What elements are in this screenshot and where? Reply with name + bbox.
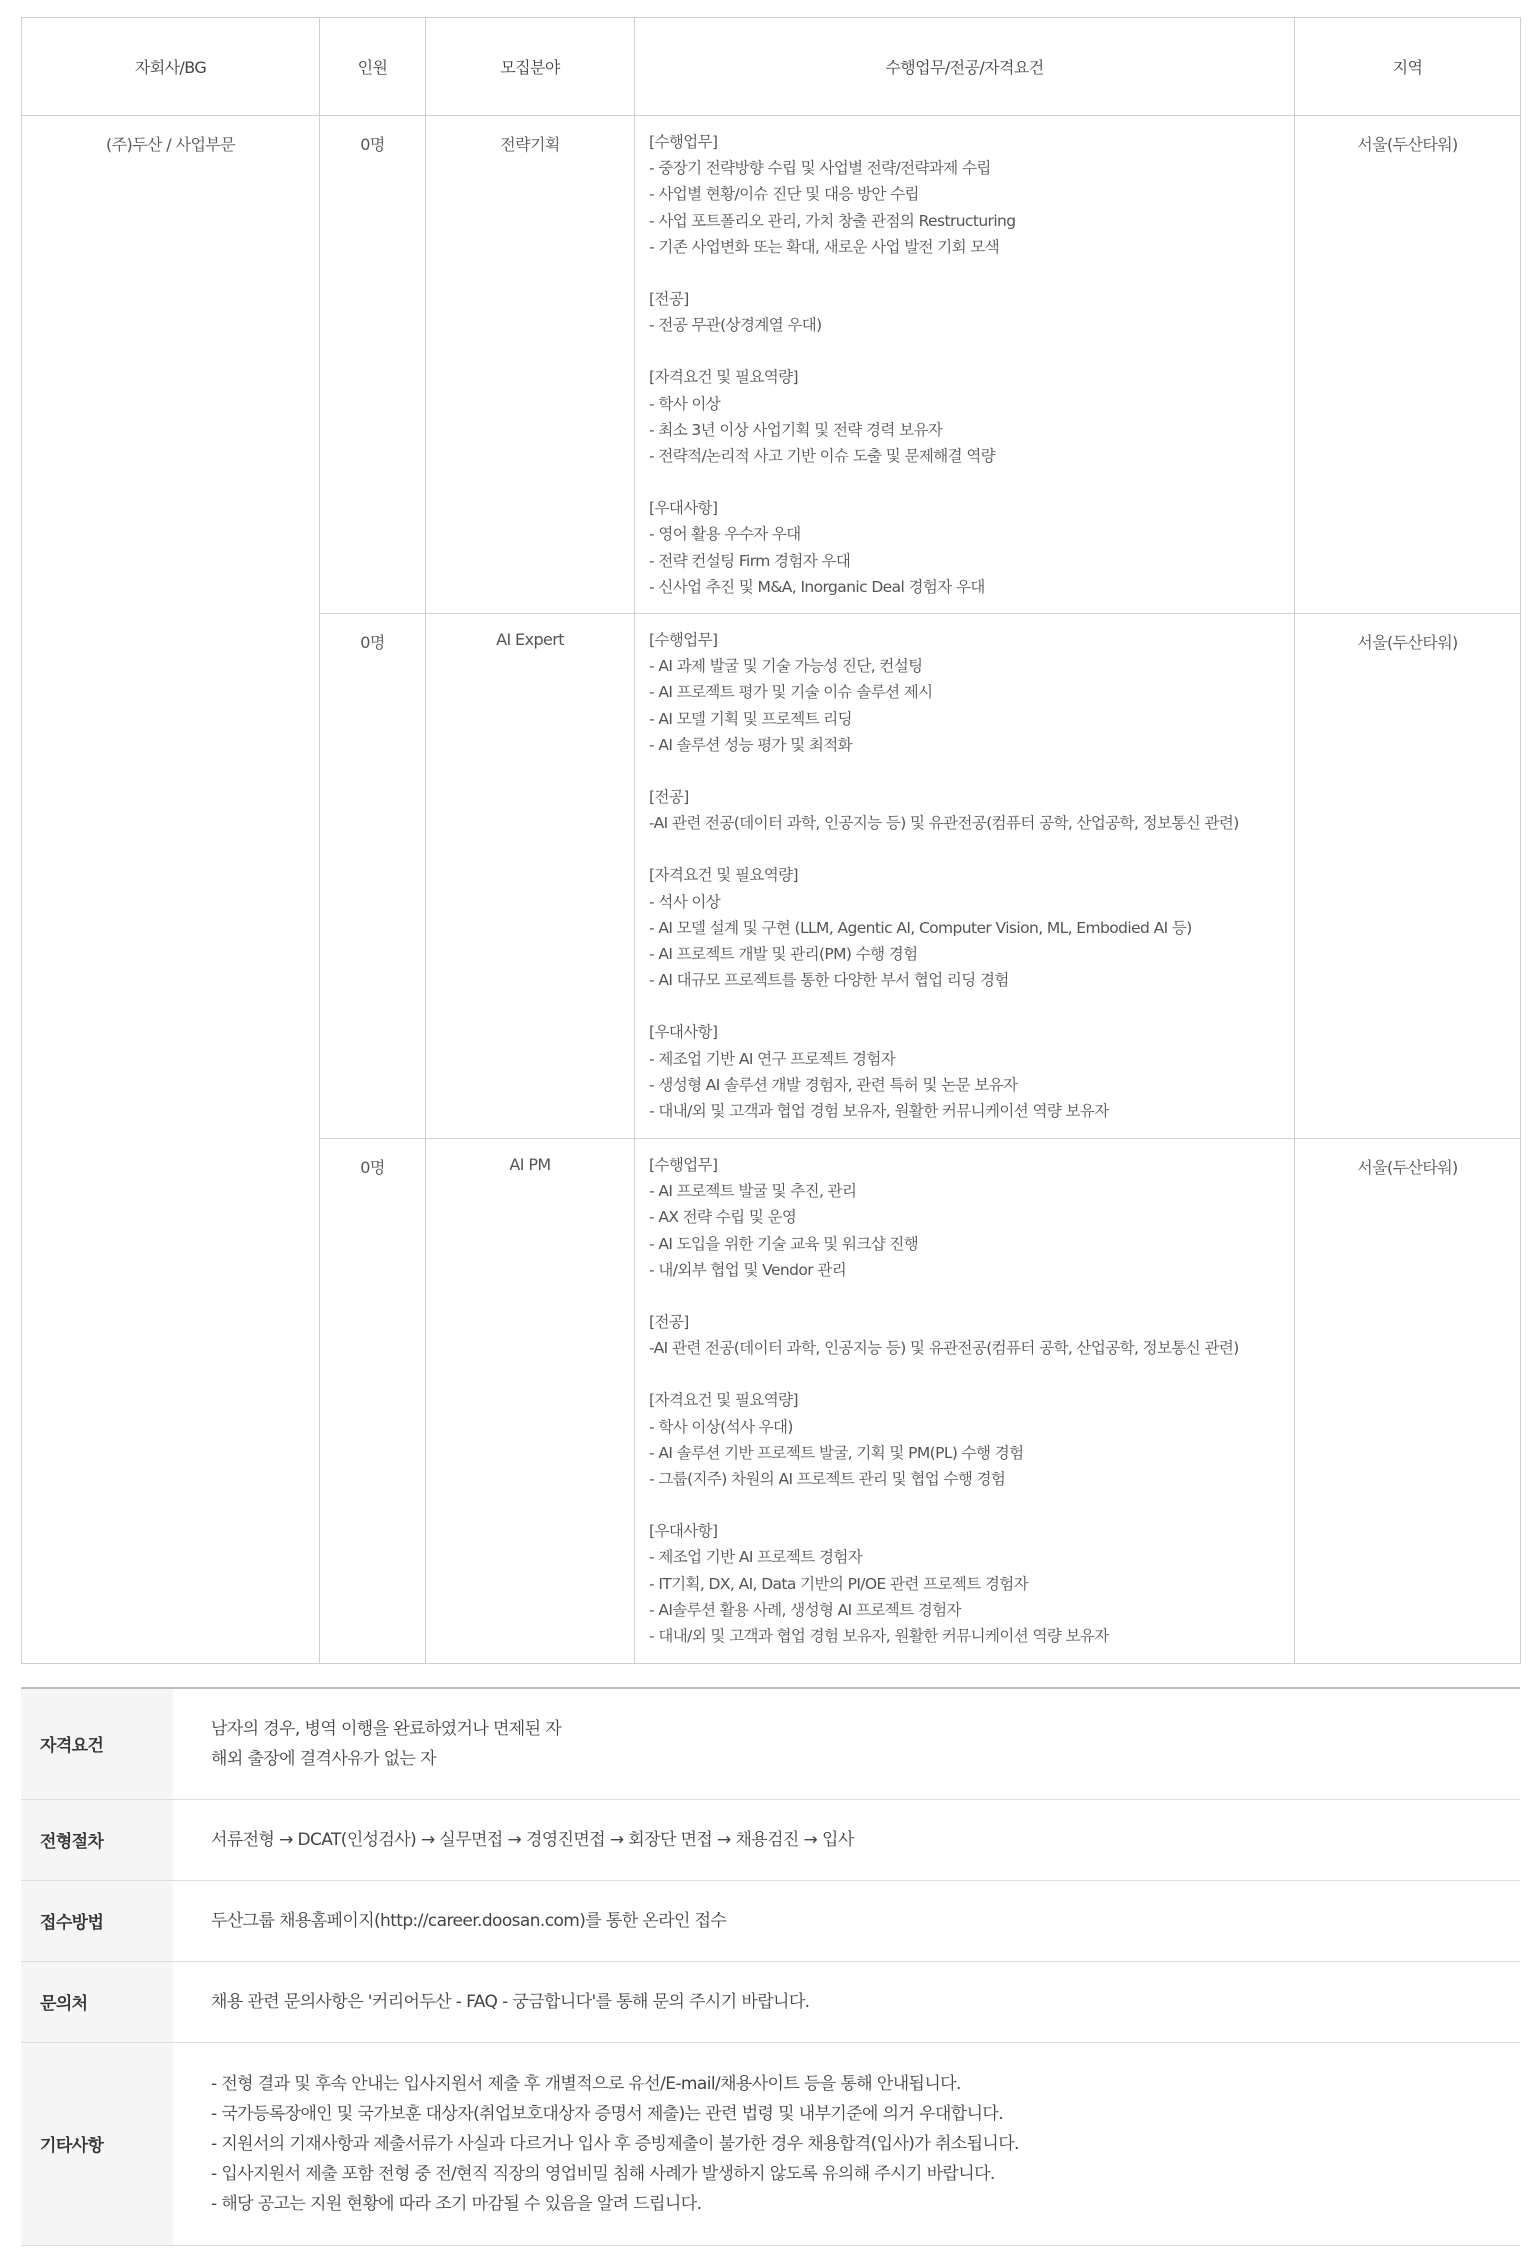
info-label: 문의처 — [21, 1961, 173, 2042]
duty-item: -AI 관련 전공(데이터 과학, 인공지능 등) 및 유관전공(컴퓨터 공학, 산업공학, 정보통신 관련) — [649, 1339, 1239, 1358]
info-label: 접수방법 — [21, 1880, 173, 1961]
duty-item: - 전략적/논리적 사고 기반 이슈 도출 및 문제해결 역량 — [649, 447, 996, 466]
duty-section — [649, 1387, 1284, 1492]
duty-item: - 내/외부 협업 및 Vendor 관리 — [649, 1260, 847, 1279]
duty-section — [649, 286, 1284, 338]
duty-item: - 전략 컨설팅 Firm 경험자 우대 — [649, 551, 851, 570]
duty-item: - 그룹(지주) 차원의 AI 프로젝트 관리 및 협업 수행 경험 — [649, 1470, 1006, 1489]
duty-item: - AI 솔루션 성능 평가 및 최적화 — [649, 735, 853, 754]
info-row-process — [21, 1799, 1520, 1880]
info-line: - 지원서의 기재사항과 제출서류가 사실과 다르거나 입사 후 증빙제출이 불가한 경우 채용합격(입사)가 취소됩니다. — [211, 2133, 1019, 2154]
duty-item: - 기존 사업변화 또는 확대, 새로운 사업 발전 기회 모색 — [649, 237, 1000, 256]
field-cell: AI Expert — [426, 614, 635, 1139]
company-cell: (주)두산 / 사업부문 — [22, 116, 320, 1664]
region-cell: 서울(두산타워) — [1295, 1139, 1521, 1664]
duty-item: - AI 모델 설계 및 구현 (LLM, Agentic AI, Computer Vision, ML, Embodied AI 등) — [649, 918, 1192, 937]
duty-section — [649, 1518, 1284, 1649]
duty-item: -AI 관련 전공(데이터 과학, 인공지능 등) 및 유관전공(컴퓨터 공학, 산업공학, 정보통신 관련) — [649, 814, 1239, 833]
info-row-contact — [21, 1961, 1520, 2042]
duty-item: - 생성형 AI 솔루션 개발 경험자, 관련 특허 및 논문 보유자 — [649, 1075, 1018, 1094]
field-cell: AI PM — [426, 1139, 635, 1664]
duty-section — [649, 862, 1284, 993]
header-company: 자회사/BG — [22, 18, 320, 116]
info-row-etc — [21, 2042, 1520, 2245]
duty-item: - 학사 이상 — [649, 394, 721, 413]
header-region: 지역 — [1295, 18, 1521, 116]
job-table — [21, 17, 1521, 1664]
duty-section-title: [수행업무] — [649, 631, 718, 649]
info-label: 전형절차 — [21, 1799, 173, 1880]
duty-section-title: [자격요건 및 필요역량] — [649, 1391, 798, 1410]
duty-section — [649, 784, 1284, 836]
duty-section — [649, 1152, 1284, 1283]
duty-section-title: [전공] — [649, 788, 689, 807]
field-cell: 전략기획 — [426, 116, 635, 614]
duty-item: - 최소 3년 이상 사업기획 및 전략 경력 보유자 — [649, 420, 943, 439]
info-line: - 해당 공고는 지원 현황에 따라 조기 마감될 수 있음을 알려 드립니다. — [211, 2193, 702, 2214]
info-line: - 전형 결과 및 후속 안내는 입사지원서 제출 후 개별적으로 유선/E-mail/채용사이트 등을 통해 안내됩니다. — [211, 2073, 961, 2094]
duty-item: - AX 전략 수립 및 운영 — [649, 1208, 797, 1227]
duty-section-title: [전공] — [649, 290, 689, 309]
duty-section — [649, 495, 1284, 600]
duty-section — [649, 364, 1284, 469]
duty-item: - 학사 이상(석사 우대) — [649, 1417, 793, 1436]
header-headcount: 인원 — [320, 18, 426, 116]
job-table-header — [22, 18, 1521, 116]
duty-item: - 영어 활용 우수자 우대 — [649, 525, 801, 544]
duties-cell — [635, 116, 1295, 614]
duty-item: - 전공 무관(상경계열 우대) — [649, 316, 822, 335]
table-row — [22, 116, 1521, 614]
info-value: 두산그룹 채용홈페이지(http://career.doosan.com)를 통한 온라인 접수 — [211, 1910, 727, 1931]
duty-section — [649, 1309, 1284, 1361]
duty-item: - 대내/외 및 고객과 협업 경험 보유자, 원활한 커뮤니케이션 역량 보유자 — [649, 1627, 1109, 1646]
duty-item: - AI 프로젝트 개발 및 관리(PM) 수행 경험 — [649, 945, 918, 964]
info-value — [173, 1688, 1520, 1799]
duty-item: - AI솔루션 활용 사례, 생성형 AI 프로젝트 경험자 — [649, 1600, 961, 1619]
info-value: 서류전형 → DCAT(인성검사) → 실무면접 → 경영진면접 → 회장단 면접 → 채용검진 → 입사 — [211, 1829, 854, 1850]
duty-item: - AI 모델 기획 및 프로젝트 리딩 — [649, 709, 853, 728]
info-line: - 입사지원서 제출 포함 전형 중 전/현직 직장의 영업비밀 침해 사례가 발생하지 않도록 유의해 주시기 바랍니다. — [211, 2163, 995, 2184]
duties-cell — [635, 614, 1295, 1139]
duty-item: - 사업별 현황/이슈 진단 및 대응 방안 수립 — [649, 185, 919, 204]
duty-item: - 석사 이상 — [649, 892, 721, 911]
info-line: - 국가등록장애인 및 국가보훈 대상자(취업보호대상자 증명서 제출)는 관련 법령 및 내부기준에 의거 우대합니다. — [211, 2103, 1004, 2124]
region-cell: 서울(두산타워) — [1295, 614, 1521, 1139]
duty-section-title: [전공] — [649, 1313, 689, 1332]
info-row-qualification — [21, 1688, 1520, 1799]
info-table — [21, 1687, 1520, 2246]
duties-cell — [635, 1139, 1295, 1664]
duty-section-title: [우대사항] — [649, 1023, 718, 1042]
duty-section — [649, 129, 1284, 260]
duty-item: - 대내/외 및 고객과 협업 경험 보유자, 원활한 커뮤니케이션 역량 보유자 — [649, 1102, 1109, 1121]
info-value — [173, 2042, 1520, 2245]
headcount-cell: 0명 — [320, 1139, 426, 1664]
info-row-apply — [21, 1880, 1520, 1961]
duty-item: - 사업 포트폴리오 관리, 가치 창출 관점의 Restructuring — [649, 211, 1016, 230]
job-table-body — [22, 116, 1521, 1664]
info-label: 기타사항 — [21, 2042, 173, 2245]
duty-section-title: [우대사항] — [649, 499, 718, 518]
duty-item: - AI 솔루션 기반 프로젝트 발굴, 기획 및 PM(PL) 수행 경험 — [649, 1443, 1024, 1462]
headcount-cell: 0명 — [320, 116, 426, 614]
duty-item: - IT기획, DX, AI, Data 기반의 PI/OE 관련 프로젝트 경험자 — [649, 1574, 1029, 1593]
duty-item: - AI 도입을 위한 기술 교육 및 워크샵 진행 — [649, 1234, 919, 1253]
duty-section-title: [수행업무] — [649, 133, 718, 151]
info-label: 자격요건 — [21, 1688, 173, 1799]
headcount-cell: 0명 — [320, 614, 426, 1139]
duty-item: - 제조업 기반 AI 프로젝트 경험자 — [649, 1548, 863, 1567]
duty-section — [649, 1019, 1284, 1124]
duty-item: - 제조업 기반 AI 연구 프로젝트 경험자 — [649, 1049, 896, 1068]
header-field: 모집분야 — [426, 18, 635, 116]
info-line: 남자의 경우, 병역 이행을 완료하였거나 면제된 자 — [211, 1718, 562, 1739]
header-duties: 수행업무/전공/자격요건 — [635, 18, 1295, 116]
region-cell: 서울(두산타워) — [1295, 116, 1521, 614]
duty-section — [649, 627, 1284, 758]
info-line: 해외 출장에 결격사유가 없는 자 — [211, 1748, 436, 1769]
duty-item: - 신사업 추진 및 M&A, Inorganic Deal 경험자 우대 — [649, 577, 985, 596]
info-value: 채용 관련 문의사항은 '커리어두산 - FAQ - 궁금합니다'를 통해 문의 주시기 바랍니다. — [211, 1991, 810, 2012]
duty-item: - AI 대규모 프로젝트를 통한 다양한 부서 협업 리딩 경험 — [649, 971, 1009, 990]
duty-item: - AI 과제 발굴 및 기술 가능성 진단, 컨설팅 — [649, 657, 923, 676]
duty-item: - AI 프로젝트 발굴 및 추진, 관리 — [649, 1182, 857, 1201]
duty-section-title: [자격요건 및 필요역량] — [649, 866, 798, 885]
duty-section-title: [수행업무] — [649, 1156, 718, 1174]
duty-item: - AI 프로젝트 평가 및 기술 이슈 솔루션 제시 — [649, 683, 933, 702]
duty-item: - 중장기 전략방향 수립 및 사업별 전략/전략과제 수립 — [649, 159, 991, 178]
duty-section-title: [우대사항] — [649, 1522, 718, 1541]
duty-section-title: [자격요건 및 필요역량] — [649, 368, 798, 387]
